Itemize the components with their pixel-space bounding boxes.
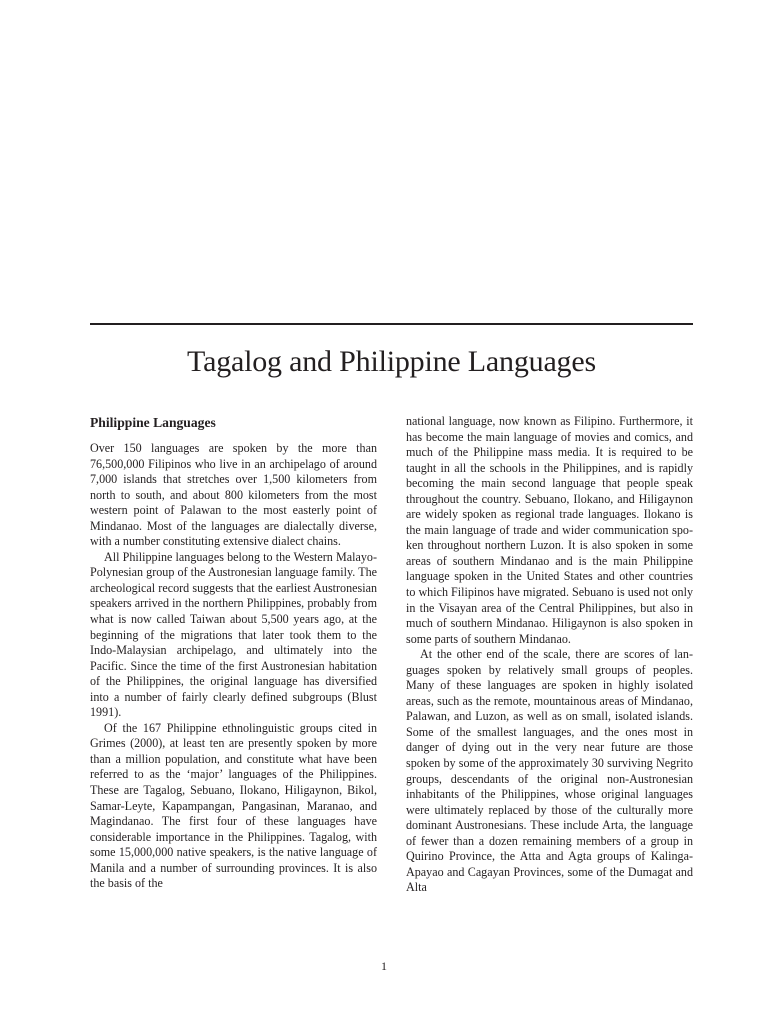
title-rule [90,323,693,325]
paragraph-major-languages: Of the 167 Philippine ethnolinguistic groups cited in Grimes (2000), at least ten are presently spoken by more than a million population, and constitute what have been referred to as the ‘major’ languages of the Philippines. These are Tagalog, Sebuano, Ilokano, Hiligaynon, Bikol, Samar-Leyte, Kapampangan, Pangasinan, Maranao, and Magindanao. The first four of these languages have considerable importance in the Philippines. Tagalog, with some 15,000,000 native speakers, is the native language of Manila and a number of surrounding provinces. It is also the basis of the [90,720,377,891]
right-column [406,414,693,896]
paragraph-national-language: national language, now known as Filipino. Furthermore, it has become the main language of movies and comics, and much of the Philippine mass media. It is required to be taught in all the schools in the Philippines, and is rapidly becoming the main second language that people speak throughout the country. Sebuano, Ilokano, and Hiligaynon are widely spoken as regional trade languages. Ilokano is the main language of trade and wider communication spoken throughout northern Luzon. It is also spoken in some areas of southern Mindanao and is the main Philippine language spoken in the United States and other countries to which Filipinos have migrated. Sebuano is used not only in the Visayan area of the Central Philippines, but also in much of southern Mindanao. Hiligaynon is also spoken in some parts of southern Mindanao. [406,414,693,646]
page-number: 1 [381,959,387,973]
paragraph-intro: Over 150 languages are spoken by the more than 76,500,000 Filipinos who live in an archipelago of around 7,000 islands that stretches over 1,500 kilometers from north to south, and about 800 kilometers from the most western point of Palawan to the most easterly point of Mindanao. Most of the languages are dialectally diverse, with a number constituting extensive dialect chains. [90,441,377,549]
section-heading: Philippine Languages [90,415,216,430]
paragraph-austronesian: All Philippine languages belong to the Western Malayo-Polynesian group of the Austronesian language family. The archeological record suggests that the earliest Austronesian speakers arrived in the northern Philippines, probably from what is now called Taiwan about 5,500 years ago, at the beginning of the migrations that later took them to the Indo-Malaysian archipelago, and ultimately into the Pacific. Since the time of the first Austronesian habitation of the Philippines, the original language has diversified into a number of fairly clearly defined subgroups (Blust 1991). [90,549,377,720]
left-column [90,414,377,892]
chapter-title: Tagalog and Philippine Languages [187,345,596,378]
paragraph-small-languages: At the other end of the scale, there are scores of languages spoken by relatively small groups of peoples. Many of these languages are spoken in highly isolated areas, such as the remote, mountainous areas of Mindanao, Palawan, and Luzon, as well as on small, isolated islands. Some of the smallest languages, and the ones most in danger of dying out in the very near future are those spoken by some of the approximately 30 surviving Negrito groups, descendants of the original non-Austronesian inhabitants of the Philippines, whose original languages were ultimately replaced by those of the culturally more dominant Austronesians. These include Arta, the language of fewer than a dozen remaining members of a group in Quirino Province, the Atta and Agta groups of Kalinga-Apayao and Cagayan Provinces, some of the Dumagat and Alta [406,647,693,895]
